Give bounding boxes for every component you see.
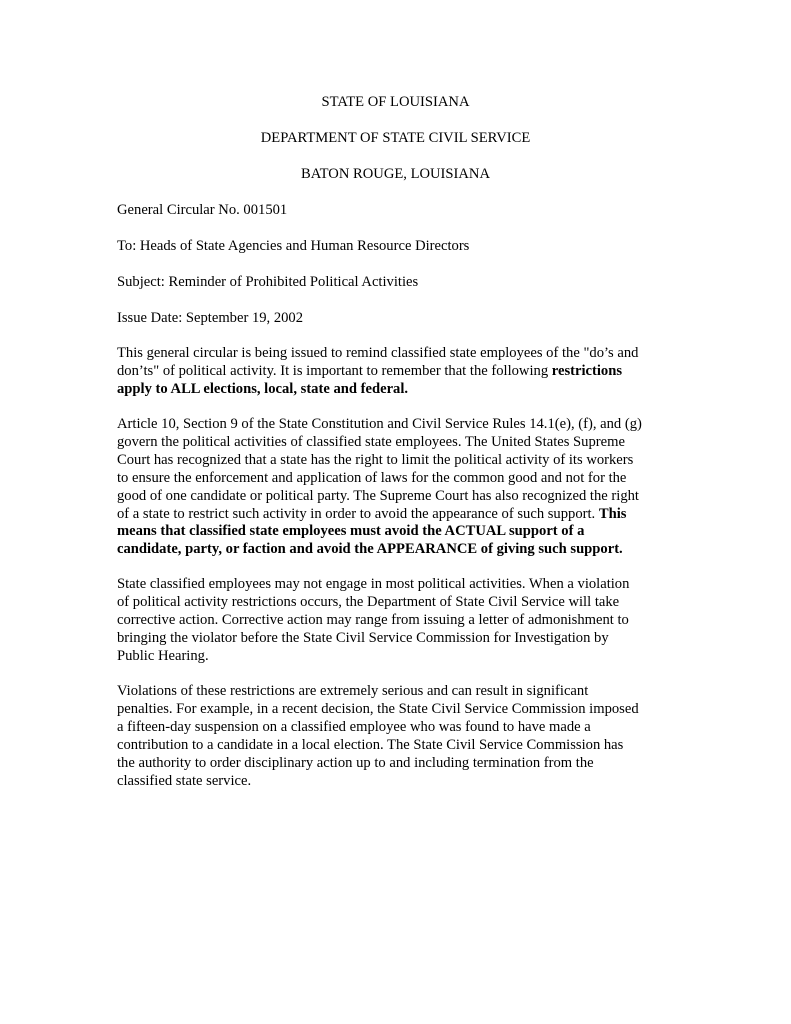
paragraph-line: corrective action. Corrective action may range from issuing a letter of admonishment to [117,611,629,628]
paragraph-line [117,381,692,399]
paragraph-article [117,416,692,559]
paragraph-line: good of one candidate or political party. The Supreme Court has also recognized the right [117,487,639,504]
paragraph-penalties [117,683,692,790]
paragraph-text: don’ts" of political activity. It is important to remember that the following [117,362,552,379]
paragraph-line [117,363,692,381]
paragraph-line: a fifteen-day suspension on a classified employee who was found to have made a [117,718,591,735]
paragraph-line [117,523,692,541]
paragraph-line: This general circular is being issued to remind classified state employees of the "do’s and [117,345,639,361]
paragraph-bold-text: This [598,505,627,522]
paragraph-line: contribution to a candidate in a local election. The State Civil Service Commission has [117,736,624,753]
paragraph-intro [117,345,692,399]
paragraph-line: bringing the violator before the State Civil Service Commission for Investigation by [117,629,609,646]
paragraph-line [117,506,692,524]
paragraph-bold-text: apply to ALL elections, local, state and federal. [117,380,409,397]
memo-subject: Subject: Reminder of Prohibited Political Activities [117,274,419,290]
header-department: DEPARTMENT OF STATE CIVIL SERVICE [260,130,531,146]
paragraph-line: the authority to order disciplinary action up to and including termination from the [117,754,594,771]
paragraph-line: classified state service. [117,772,252,789]
paragraph-line: State classified employees may not engage in most political activities. When a violation [117,576,630,592]
memo-issue-date: Issue Date: September 19, 2002 [117,310,304,326]
paragraph-bold-text: means that classified state employees must avoid the ACTUAL support of a [117,523,585,540]
paragraph-line [117,541,692,559]
header-state: STATE OF LOUISIANA [321,94,470,110]
header-city: BATON ROUGE, LOUISIANA [300,166,491,182]
paragraph-line: govern the political activities of classified state employees. The United States Supreme [117,433,625,450]
paragraph-line: Violations of these restrictions are extremely serious and can result in significant [117,683,589,699]
paragraph-line: to ensure the enforcement and application of laws for the common good and not for the [117,469,627,486]
paragraph-line: Public Hearing. [117,647,209,664]
paragraph-line: penalties. For example, in a recent decision, the State Civil Service Commission imposed [117,700,639,717]
memo-to: To: Heads of State Agencies and Human Resource Directors [117,238,470,254]
paragraph-text: of a state to restrict such activity in order to avoid the appearance of such support. [117,505,599,522]
paragraph-bold-text: candidate, party, or faction and avoid the APPEARANCE of giving such support. [117,541,623,558]
paragraph-line: of political activity restrictions occurs, the Department of State Civil Service will take [117,593,620,610]
circular-number: General Circular No. 001501 [117,202,288,218]
paragraph-violations [117,576,692,666]
paragraph-bold-text: restrictions [551,362,623,379]
paragraph-line: Court has recognized that a state has the right to limit the political activity of its workers [117,451,634,468]
paragraph-line: Article 10, Section 9 of the State Constitution and Civil Service Rules 14.1(e), (f), and (g) [117,416,642,432]
